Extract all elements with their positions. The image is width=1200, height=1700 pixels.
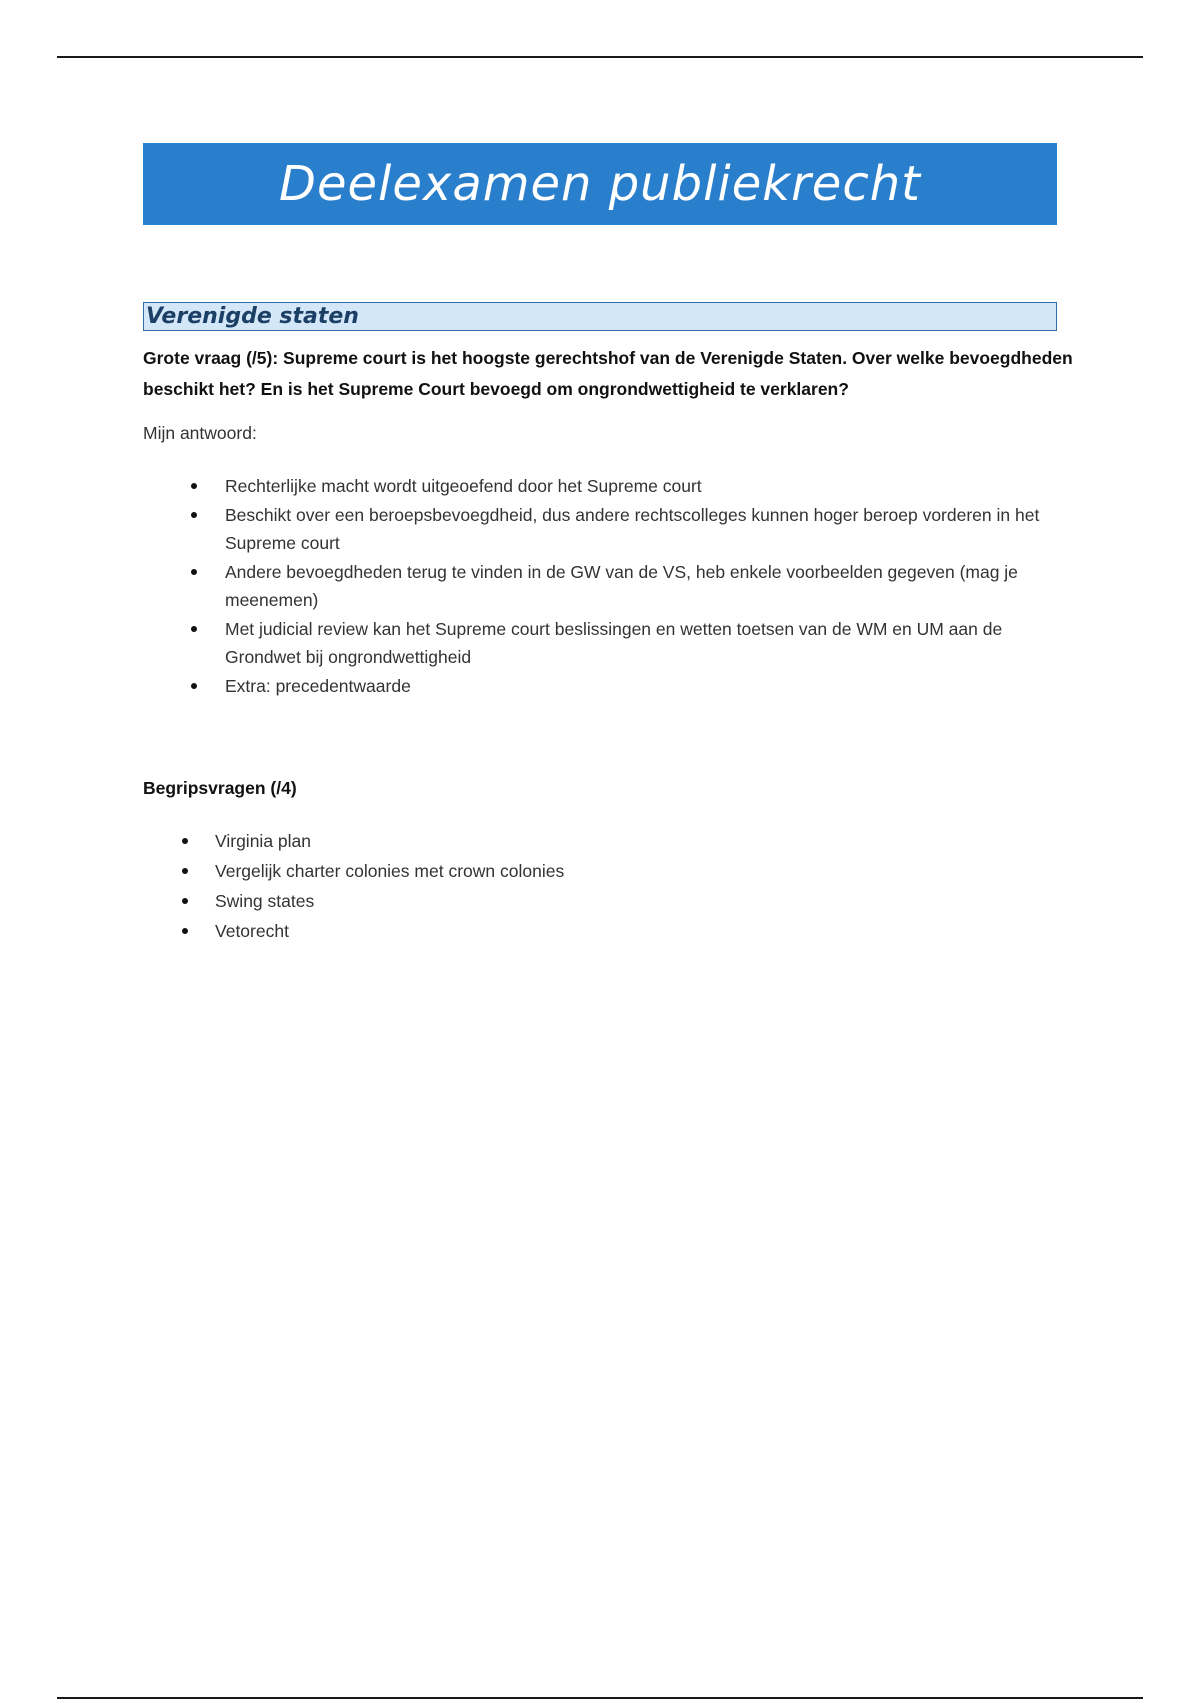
document-title: Deelexamen publiekrecht [279, 156, 921, 212]
list-item-text: Extra: precedentwaarde [225, 676, 411, 696]
section-heading [143, 302, 1057, 331]
bullet-icon [182, 898, 188, 904]
list-item [225, 558, 1065, 615]
list-item [225, 501, 1065, 558]
concept-list [215, 827, 815, 947]
list-item-text: Rechterlijke macht wordt uitgeoefend door het Supreme court [225, 476, 702, 496]
bullet-icon [191, 483, 197, 489]
answer-list [225, 472, 1065, 701]
list-item-text: Virginia plan [215, 831, 311, 851]
list-item-text: Swing states [215, 891, 315, 911]
list-item-text: Vetorecht [215, 921, 289, 941]
bullet-icon [182, 868, 188, 874]
concepts-heading: Begripsvragen (/4) [143, 778, 297, 798]
main-question: Grote vraag (/5): Supreme court is het hoogste gerechtshof van de Verenigde Staten. Over welke bevoegdheden beschikt het? En is het Supreme Court bevoegd om ongrondwettigheid te verklaren? [143, 348, 1073, 399]
list-item [215, 827, 815, 857]
list-item-text: Andere bevoegdheden terug te vinden in de GW van de VS, heb enkele voorbeelden gegeven (mag je meenemen) [225, 562, 1018, 610]
list-item [225, 672, 1065, 701]
bullet-icon [191, 626, 197, 632]
top-rule [57, 56, 1143, 58]
list-item [215, 917, 815, 947]
bullet-icon [191, 683, 197, 689]
list-item-text: Met judicial review kan het Supreme court beslissingen en wetten toetsen van de WM en UM aan de Grondwet bij ongrondwettigheid [225, 619, 1003, 667]
list-item-text: Beschikt over een beroepsbevoegdheid, dus andere rechtscolleges kunnen hoger beroep vorderen in het Supreme court [225, 505, 1040, 553]
list-item [225, 615, 1065, 672]
title-banner [143, 143, 1057, 225]
bullet-icon [191, 512, 197, 518]
bullet-icon [182, 838, 188, 844]
bullet-icon [182, 928, 188, 934]
list-item [225, 472, 1065, 501]
list-item [215, 857, 815, 887]
answer-label: Mijn antwoord: [143, 423, 257, 443]
bottom-rule [57, 1697, 1143, 1699]
list-item [215, 887, 815, 917]
bullet-icon [191, 569, 197, 575]
list-item-text: Vergelijk charter colonies met crown colonies [215, 861, 565, 881]
section-heading-text: Verenigde staten [146, 304, 359, 329]
